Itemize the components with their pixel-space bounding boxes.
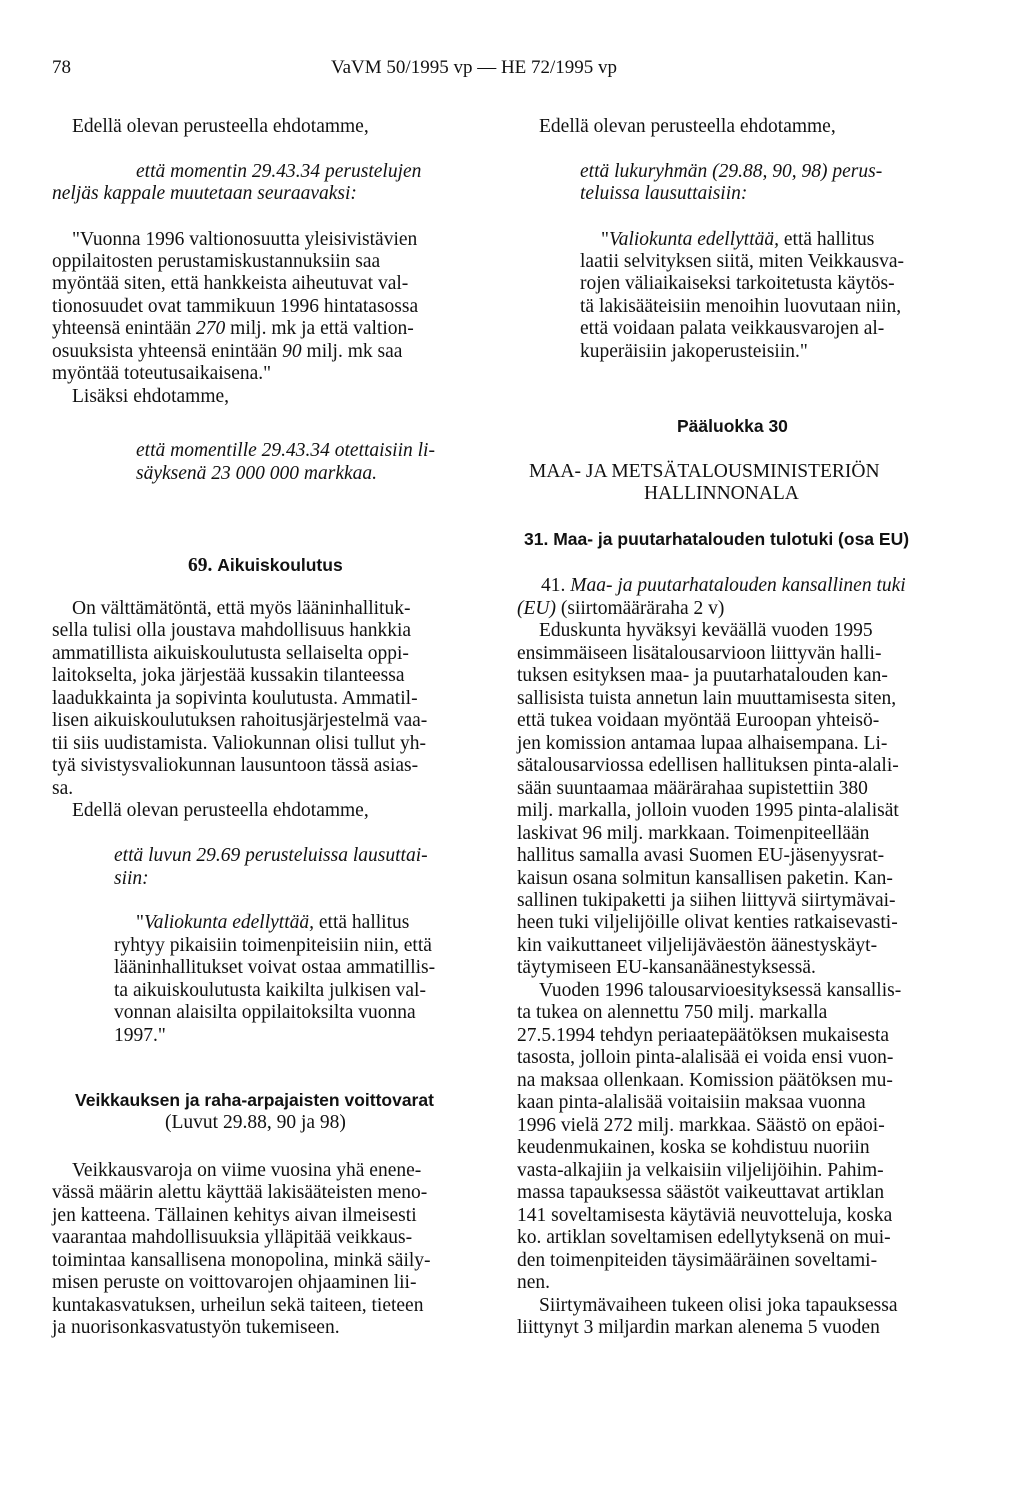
text-line: On välttämätöntä, että myös lääninhallituk-	[72, 598, 411, 619]
amount-value: 270	[196, 318, 226, 339]
text-span: "	[136, 912, 144, 933]
text-line: ta tukea on alennettu 750 milj. markalla	[517, 1002, 828, 1023]
text-line: (Luvut 29.88, 90 ja 98)	[165, 1112, 346, 1133]
text-line: että lukuryhmän (29.88, 90, 98) perus-	[580, 161, 883, 182]
text-line: täytymiseen EU-kansanäänestyksessä.	[517, 957, 816, 978]
text-line	[601, 229, 874, 251]
text-line: neljäs kappale muutetaan seuraavaksi:	[52, 183, 357, 204]
text-line: ammatillista aikuiskoulutusta sellaiselta oppi-	[52, 643, 409, 664]
text-span: (EU)	[517, 598, 556, 619]
text-line: tuksen esityksen maa- ja puutarhatalouden kan-	[517, 665, 888, 686]
text-line: 141 soveltamisesta käytäviä neuvotteluja, koska	[517, 1205, 893, 1226]
text-line: jen katteena. Tällainen kehitys aivan ilmeisesti	[52, 1205, 417, 1226]
main-class-heading: Pääluokka 30	[677, 416, 788, 436]
text-line: että momentin 29.43.34 perustelujen	[136, 161, 422, 182]
text-line: Veikkausvaroja on viime vuosina yhä enene-	[72, 1160, 422, 1181]
text-line: että luvun 29.69 perusteluissa lausuttai-	[114, 845, 428, 866]
ministry-heading: HALLINNONALA	[644, 483, 799, 504]
text-span: "	[601, 229, 609, 250]
text-line: ensimmäiseen lisätalousarvioon liittyvän halli-	[517, 643, 882, 664]
amount-value: 90	[282, 341, 302, 362]
text-line: sallinen tukipaketti ja siihen liittyvä siirtymävai-	[517, 890, 896, 911]
text-line: laadukkainta ja sopivinta koulutusta. Ammatil-	[52, 688, 418, 709]
text-line: liittynyt 3 miljardin markan alenema 5 vuoden	[517, 1317, 880, 1338]
text-line: oppilaitosten perustamiskustannuksiin saa	[52, 251, 381, 272]
text-line: sella tulisi olla joustava mahdollisuus hankkia	[52, 620, 412, 641]
text-line: teluissa lausuttaisiin:	[580, 183, 748, 204]
text-line: Vuoden 1996 talousarvioesityksessä kansallis-	[539, 980, 902, 1001]
text-line: myöntää toteutusaikaisena."	[52, 363, 272, 384]
text-line: lisen aikuiskoulutuksen rahoitusjärjestelmä vaa-	[52, 710, 428, 731]
text-line: toimintaa kansallisena monopolina, minkä säily-	[52, 1250, 431, 1271]
text-line: tii siis uudistamista. Valiokunnan olisi tullut yh-	[52, 733, 426, 754]
text-line: Lisäksi ehdotamme,	[72, 386, 230, 407]
text-span: että hallitus	[314, 912, 410, 933]
section-title: Aikuiskoulutus	[217, 555, 343, 575]
text-span: että hallitus	[779, 229, 875, 250]
text-line: ta aikuiskoulutusta kaikilta julkisen val-	[114, 980, 426, 1001]
text-line: vasta-alkajiin ja velkaisiin viljelijöihin. Pahim-	[517, 1160, 884, 1181]
text-line: keudenmukainen, koska se kohdistuu nuoriin	[517, 1137, 870, 1158]
text-line: laatii selvityksen siitä, miten Veikkausva-	[580, 251, 905, 272]
text-span: Valiokunta edellyttää,	[608, 229, 780, 250]
text-line: ko. artiklan soveltamisen edellytyksenä on mui-	[517, 1227, 891, 1248]
text-line: Eduskunta hyväksyi keväällä vuoden 1995	[539, 620, 873, 641]
text-line: vonnan alaisilta oppilaitoksilta vuonna	[114, 1002, 416, 1023]
ministry-heading: MAA- JA METSÄTALOUSMINISTERIÖN	[529, 461, 880, 482]
text-span: yhteensä enintään	[52, 318, 197, 339]
text-line: kin vaikuttaneet viljelijäväestön äänestyskäyt-	[517, 935, 878, 956]
text-line	[517, 598, 724, 620]
text-line: myöntää siten, että hankkeista aiheutuvat val-	[52, 273, 409, 294]
text-line: Edellä olevan perusteella ehdotamme,	[72, 800, 369, 821]
section-number: 69.	[188, 555, 218, 576]
text-span: 41.	[541, 575, 571, 596]
text-line: milj. markalla, jolloin vuoden 1995 pinta-alalisät	[517, 800, 899, 821]
text-line: 1997."	[114, 1025, 166, 1046]
text-line: massa tapauksessa säästöt vaikeuttavat artiklan	[517, 1182, 885, 1203]
text-line: "Vuonna 1996 valtionosuutta yleisivistävien	[72, 229, 418, 250]
text-line: kaan pinta-alalisää voitaisiin maksaa vuonna	[517, 1092, 866, 1113]
text-span: milj. mk ja että valtion-	[225, 318, 414, 339]
text-span: milj. mk saa	[301, 341, 403, 362]
text-line: tä lakisääteisiin menoihin luovutaan niin,	[580, 296, 902, 317]
text-line: hallitus samalla avasi Suomen EU-jäsenyysrat-	[517, 845, 885, 866]
text-line: Edellä olevan perusteella ehdotamme,	[72, 116, 369, 137]
text-line: säyksenä 23 000 000 markkaa.	[136, 463, 377, 484]
text-span: Valiokunta edellyttää,	[143, 912, 315, 933]
text-line: että tukea voidaan myöntää Euroopan yhteisö-	[517, 710, 880, 731]
text-span: osuuksista yhteensä enintään	[52, 341, 283, 362]
text-line: lääninhallitukset voivat ostaa ammatillis-	[114, 957, 436, 978]
text-line: jen komission antamaa lupaa alhaisempana. Li-	[517, 733, 888, 754]
text-line: tyä sivistysvaliokunnan lausuntoon tässä asias-	[52, 755, 419, 776]
text-line: laskivat 96 milj. markkaan. Toimenpiteellään	[517, 823, 870, 844]
text-line: kuntakasvatuksen, urheilun sekä taiteen, tieteen	[52, 1295, 424, 1316]
running-title: VaVM 50/1995 vp — HE 72/1995 vp	[331, 57, 618, 78]
text-line: sään suuntaamaa määrärahaa supistettiin 380	[517, 778, 868, 799]
text-line: den toimenpiteiden täysimääräinen soveltami-	[517, 1250, 878, 1271]
text-line: Edellä olevan perusteella ehdotamme,	[539, 116, 836, 137]
text-line: ryhtyy pikaisiin toimenpiteisiin niin, että	[114, 935, 432, 956]
text-line: että voidaan palata veikkausvarojen al-	[580, 318, 885, 339]
text-line: 27.5.1994 tehdyn periaatepäätöksen mukaisesta	[517, 1025, 890, 1046]
text-line: vaarantaa mahdollisuuksia ylläpitää veikkaus-	[52, 1227, 413, 1248]
text-line: misen peruste on voittovarojen ohjaaminen lii-	[52, 1272, 417, 1293]
text-line: tasosta, jolloin pinta-alalisää ei voida ensi vuon-	[517, 1047, 894, 1068]
section-heading-veikkaus: Veikkauksen ja raha-arpajaisten voittovarat	[75, 1090, 434, 1110]
text-line: vässä määrin alettu käyttää lakisääteisten meno-	[52, 1182, 428, 1203]
text-line: ja nuorisonkasvatustyön tukemiseen.	[52, 1317, 340, 1338]
text-line: na maksaa ollenkaan. Komission päätöksen mu-	[517, 1070, 893, 1091]
text-span: Maa- ja puutarhatalouden kansallinen tuki	[570, 575, 906, 596]
text-line: laitokselta, joka järjestää kussakin tilanteessa	[52, 665, 405, 686]
text-line: tionosuudet ovat tammikuun 1996 hintatasossa	[52, 296, 419, 317]
text-line: 1996 vielä 272 milj. markkaa. Säästö on epäoi-	[517, 1115, 885, 1136]
text-line: rojen väliaikaiseksi tarkoitetusta käytös-	[580, 273, 895, 294]
text-line: nen.	[517, 1272, 551, 1293]
text-line: sallisista tuista annetun lain muuttamisesta siten,	[517, 688, 897, 709]
text-line: siin:	[114, 868, 149, 889]
text-line: sa.	[52, 778, 74, 799]
text-line: Siirtymävaiheen tukeen olisi joka tapauksessa	[539, 1295, 898, 1316]
text-line: heen tuki viljelijöille olivat kenties ratkaisevasti-	[517, 912, 898, 933]
text-line: sätalousarviossa edellisen hallituksen pinta-alali-	[517, 755, 899, 776]
text-line: kaisun osana solmitun kansallisen paketin. Kan-	[517, 868, 893, 889]
text-line	[541, 575, 906, 597]
text-line: että momentille 29.43.34 otettaisiin li-	[136, 440, 435, 461]
text-line: kuperäisiin jakoperusteisiin."	[580, 341, 808, 362]
page-number: 78	[52, 57, 71, 78]
text-span: (siirtomääräraha 2 v)	[555, 598, 725, 619]
section-heading-31: 31. Maa- ja puutarhatalouden tulotuki (osa EU)	[524, 529, 910, 549]
